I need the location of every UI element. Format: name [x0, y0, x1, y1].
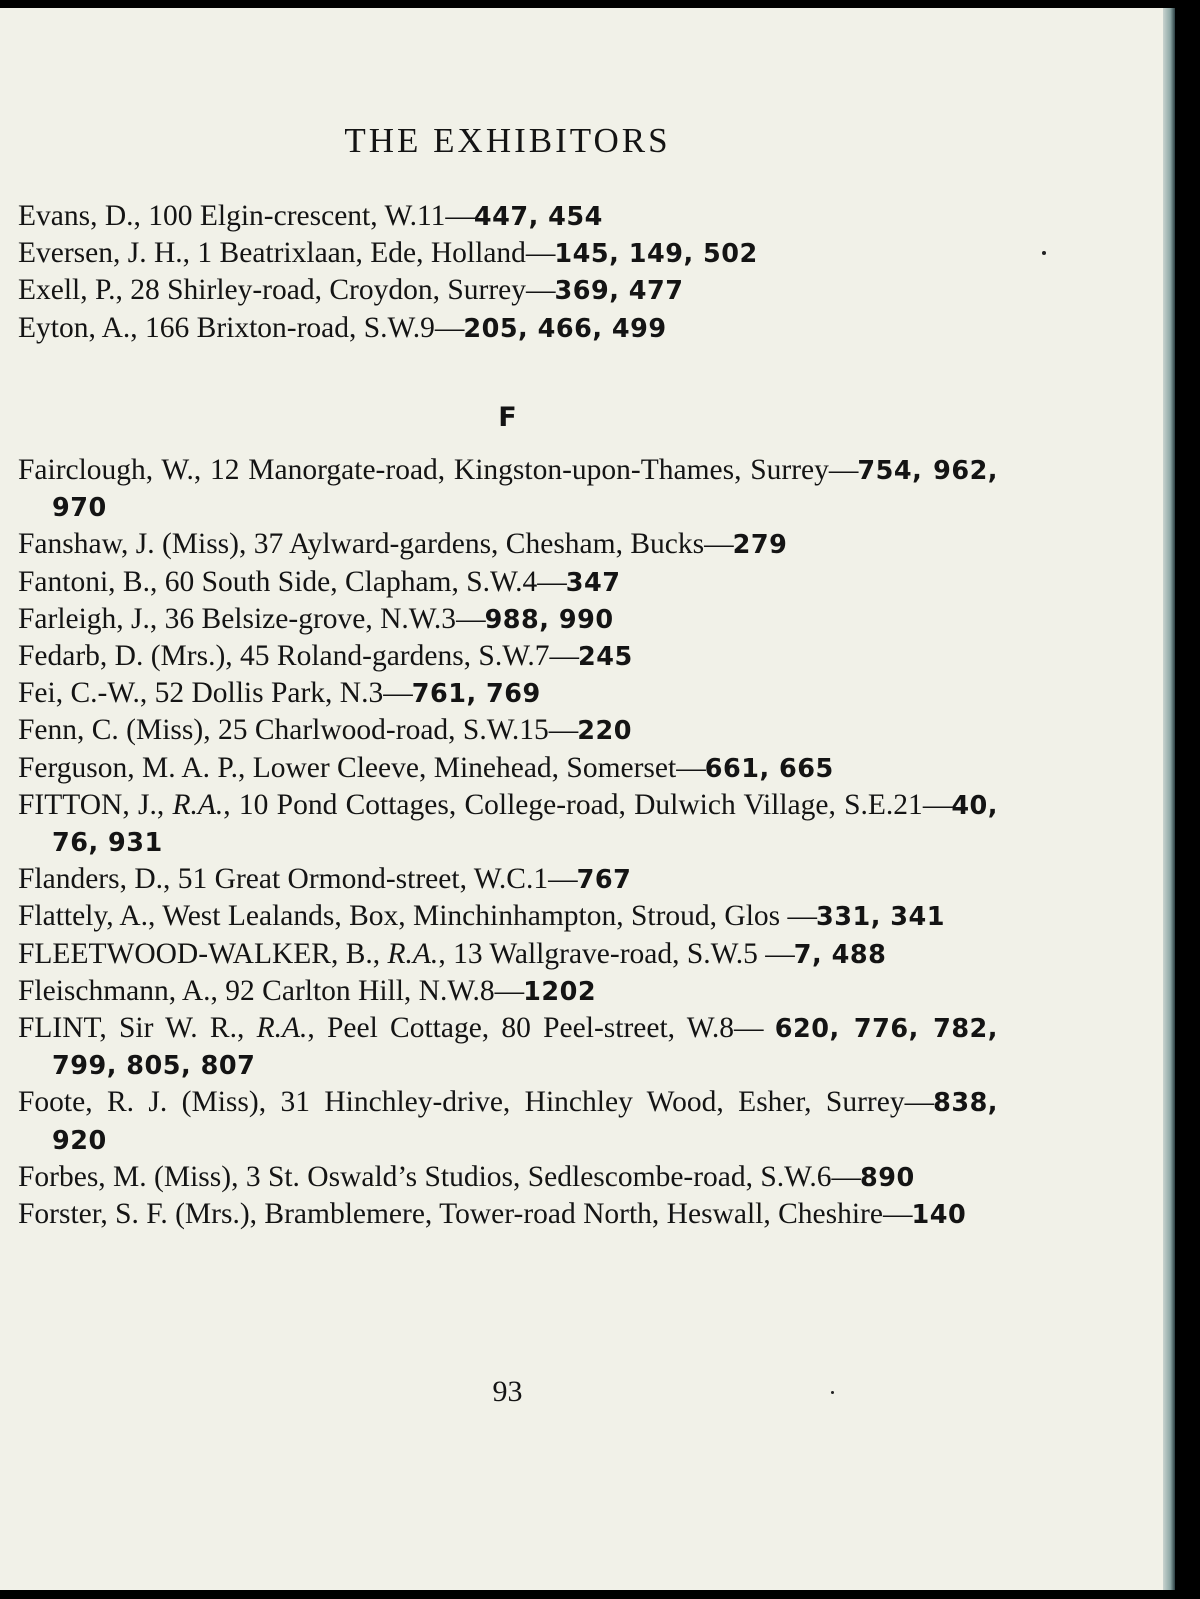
page-title: THE EXHIBITORS — [344, 121, 671, 160]
page-number: 93 — [492, 1375, 523, 1408]
exhibitor-entry: Forbes, M. (Miss), 3 St. Oswald’s Studios, Sedlescombe-road, S.W.6—890 — [18, 1160, 915, 1193]
exhibitor-entry: Fleischmann, A., 92 Carlton Hill, N.W.8—1202 — [18, 974, 597, 1007]
exhibit-numbers: 767 — [576, 865, 632, 896]
exhibit-numbers: 279 — [732, 530, 788, 561]
exhibitor-list-e — [18, 198, 998, 347]
exhibitor-entry: Exell, P., 28 Shirley-road, Croydon, Surrey—369, 477 — [18, 274, 684, 307]
academician-title: R.A. — [387, 937, 439, 970]
exhibitor-list-f — [18, 452, 998, 1233]
exhibitor-entry: Fantoni, B., 60 South Side, Clapham, S.W.4—347 — [18, 565, 621, 598]
exhibit-numbers: 347 — [565, 567, 621, 598]
exhibit-numbers: 369, 477 — [554, 276, 684, 307]
exhibit-numbers: 7, 488 — [793, 939, 887, 970]
exhibit-numbers: 220 — [577, 716, 632, 747]
exhibitor-entry: Fei, C.-W., 52 Dollis Park, N.3—761, 769 — [18, 677, 541, 710]
exhibit-numbers: 331, 341 — [816, 902, 946, 933]
exhibitor-entry: Fairclough, W., 12 Manorgate-road, Kingston-upon-Thames, Surrey—754, 962, 970 — [18, 454, 998, 524]
exhibit-numbers: 245 — [577, 642, 633, 673]
exhibit-numbers: 754, 962, 970 — [52, 456, 998, 524]
exhibitor-entry: FITTON, J., R.A., 10 Pond Cottages, College-road, Dulwich Village, S.E.21—40, 76, 931 — [18, 788, 998, 859]
exhibitor-entry: Foote, R. J. (Miss), 31 Hinchley-drive, Hinchley Wood, Esher, Surrey—838, 920 — [18, 1086, 998, 1156]
exhibit-numbers: 145, 149, 502 — [554, 239, 758, 270]
page-edge — [1163, 8, 1175, 1590]
exhibitor-entry: Fenn, C. (Miss), 25 Charlwood-road, S.W.15—220 — [18, 714, 632, 747]
paper-speck — [1042, 251, 1046, 255]
exhibitor-entry: Eyton, A., 166 Brixton-road, S.W.9—205, 466, 499 — [18, 311, 667, 344]
section-heading: F — [498, 402, 517, 433]
exhibitor-entry: Eversen, J. H., 1 Beatrixlaan, Ede, Holland—145, 149, 502 — [18, 237, 758, 270]
exhibitor-entry: Flanders, D., 51 Great Ormond-street, W.C.1—767 — [18, 863, 632, 896]
academician-title: R.A. — [256, 1012, 308, 1045]
exhibit-numbers: 661, 665 — [704, 753, 834, 784]
paper-speck — [831, 1391, 834, 1394]
exhibit-numbers: 620, 776, 782, 799, 805, 807 — [52, 1014, 998, 1082]
exhibit-numbers: 890 — [859, 1162, 915, 1193]
academician-title: R.A. — [172, 788, 224, 821]
exhibit-numbers: 205, 466, 499 — [463, 313, 667, 344]
exhibit-numbers: 988, 990 — [484, 604, 614, 635]
exhibit-numbers: 761, 769 — [411, 679, 541, 710]
exhibitor-entry: Evans, D., 100 Elgin-crescent, W.11—447, 454 — [18, 200, 603, 232]
exhibitor-entry: Farleigh, J., 36 Belsize-grove, N.W.3—988, 990 — [18, 602, 614, 635]
exhibit-numbers: 447, 454 — [473, 202, 603, 232]
book-page — [0, 8, 1163, 1590]
exhibitor-entry: Flattely, A., West Lealands, Box, Minchinhampton, Stroud, Glos —331, 341 — [18, 900, 946, 933]
exhibit-numbers: 1202 — [523, 976, 597, 1007]
exhibitor-entry: FLINT, Sir W. R., R.A., Peel Cottage, 80 Peel-street, W.8— 620, 776, 782, 799, 805, 807 — [18, 1012, 998, 1082]
exhibitor-entry: Fanshaw, J. (Miss), 37 Aylward-gardens, Chesham, Bucks—279 — [18, 528, 788, 561]
exhibitor-entry: Fedarb, D. (Mrs.), 45 Roland-gardens, S.W.7—245 — [18, 640, 633, 673]
exhibitor-entry: Forster, S. F. (Mrs.), Bramblemere, Tower-road North, Heswall, Cheshire—140 — [18, 1198, 967, 1231]
exhibitor-entry: FLEETWOOD-WALKER, B., R.A., 13 Wallgrave-road, S.W.5 —7, 488 — [18, 937, 887, 970]
exhibit-numbers: 838, 920 — [52, 1088, 998, 1156]
exhibit-numbers: 40, 76, 931 — [52, 790, 998, 859]
exhibitor-entry: Ferguson, M. A. P., Lower Cleeve, Minehead, Somerset—661, 665 — [18, 751, 834, 784]
exhibit-numbers: 140 — [911, 1200, 967, 1231]
